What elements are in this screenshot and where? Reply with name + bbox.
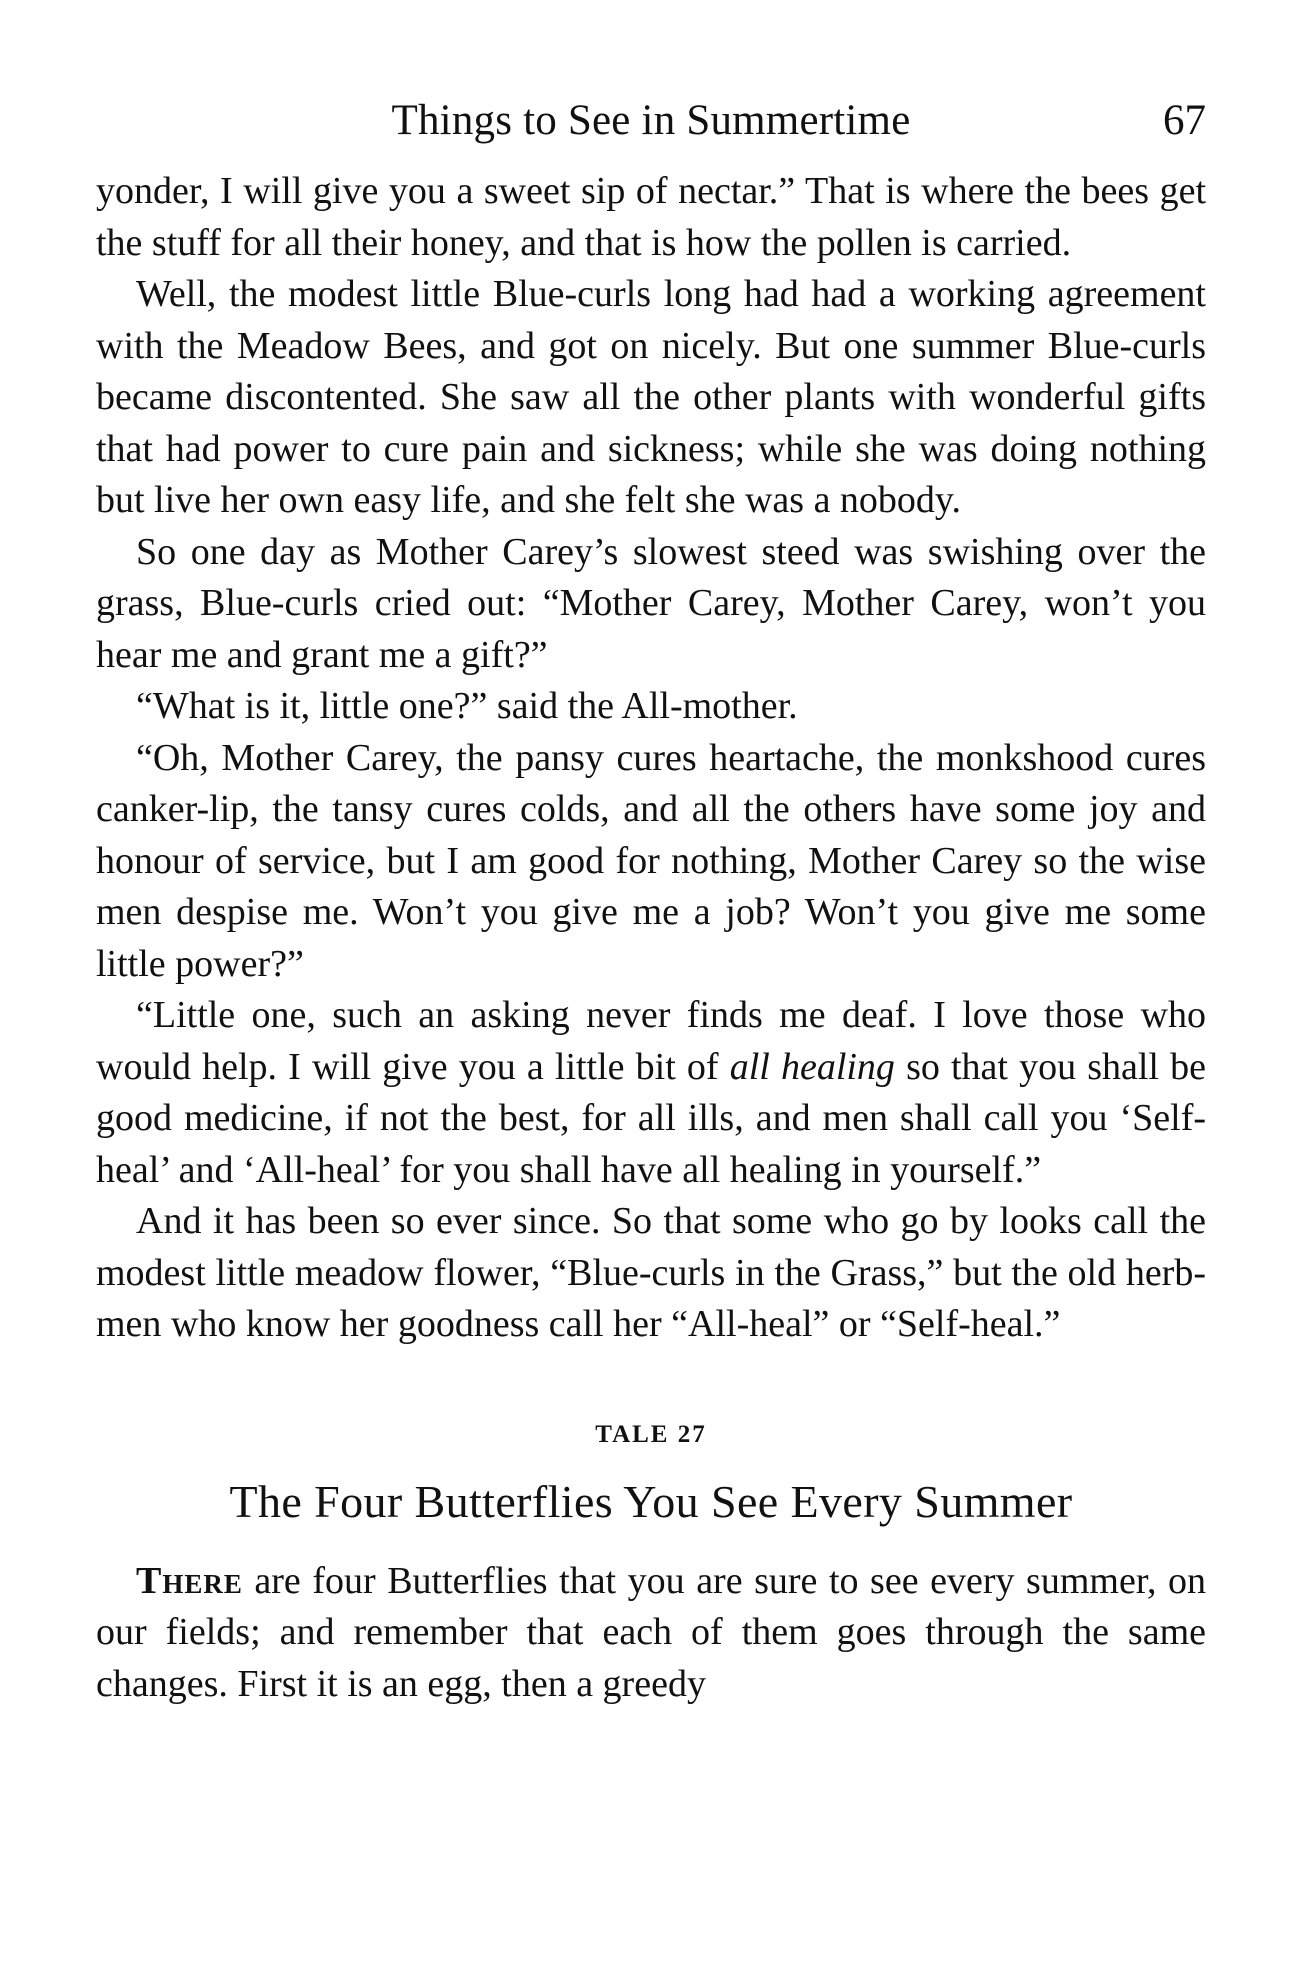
running-head bbox=[96, 96, 1206, 156]
tale-opening-paragraph bbox=[96, 1556, 1206, 1711]
paragraph-6-italic-text: all healing bbox=[729, 1045, 895, 1088]
paragraph-2: Well, the modest little Blue-curls long had had a working agreement with the Meadow Bees, and got on nicely. But one summer Blue-curls became discontented. She saw all the other plants with wonderful gifts that had power to cure pain and sickness; while she was doing nothing but live her own easy life, and she felt she was a nobody. bbox=[96, 273, 1206, 521]
paragraph-6-text-after: so that you shall be good medicine, if not the best, for all ills, and men shall call you ‘Self-heal’ and ‘All-heal’ for you shall have all healing in yourself.” bbox=[96, 1045, 1206, 1191]
paragraph-7: And it has been so ever since. So that some who go by looks call the modest little meadow flower, “Blue-curls in the Grass,” but the old herb-men who know her goodness call her “All-heal” or “Self-heal.” bbox=[96, 1200, 1206, 1345]
paragraph-1: yonder, I will give you a sweet sip of nectar.” That is where the bees get the stuff for all their honey, and that is how the pollen is carried. bbox=[96, 170, 1206, 264]
tale-number: TALE 27 bbox=[595, 1420, 707, 1448]
paragraph-3: So one day as Mother Carey’s slowest steed was swishing over the grass, Blue-curls cried out: “Mother Carey, Mother Carey, won’t you hear me and grant me a gift?” bbox=[96, 530, 1206, 676]
paragraph-5: “Oh, Mother Carey, the pansy cures heartache, the monkshood cures canker-lip, the tansy cures colds, and all the others have some joy and honour of service, but I am good for nothing, Mother Carey so the wise men despise me. Won’t you give me a job? Won’t you give me some little power?” bbox=[96, 736, 1206, 985]
book-page bbox=[96, 96, 1206, 1710]
opening-word: There bbox=[136, 1559, 243, 1602]
opening-text: are four Butterflies that you are sure to see every summer, on our fields; and remember that each of them goes through the same changes. First it is an egg, then a greedy bbox=[96, 1559, 1206, 1705]
paragraph-4: “What is it, little one?” said the All-mother. bbox=[136, 685, 798, 727]
running-title: Things to See in Summertime bbox=[391, 97, 911, 144]
paragraph-6-text-before: “Little one, such an asking never finds me deaf. I love those who would help. I will give you a little bit of bbox=[96, 994, 1206, 1088]
tale-title: The Four Butterflies You See Every Summer bbox=[229, 1475, 1073, 1527]
page-number: 67 bbox=[1163, 97, 1206, 144]
paragraph-6 bbox=[96, 990, 1206, 1196]
